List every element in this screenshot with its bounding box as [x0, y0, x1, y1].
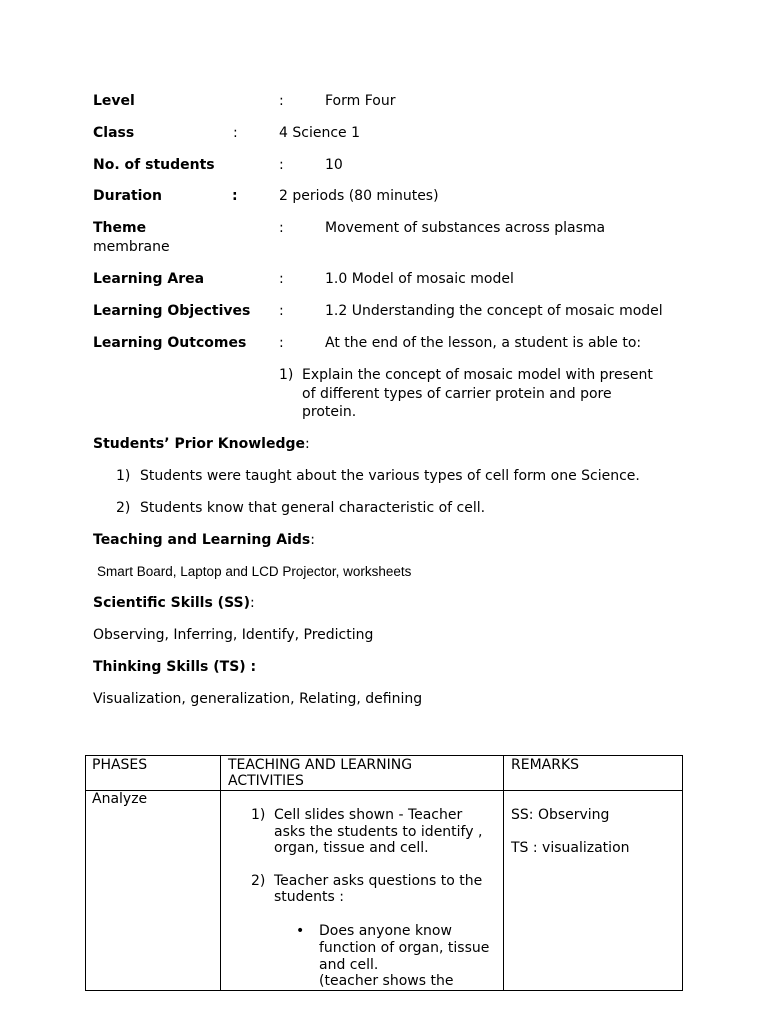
teaching-aids-colon: : — [310, 532, 315, 548]
prior-knowledge-colon: : — [305, 436, 310, 452]
prior-knowledge-title: Students’ Prior Knowledge — [93, 436, 306, 452]
activity-line: Cell slides shown - Teacher — [274, 807, 463, 823]
learning-outcomes-label: Learning Outcomes — [93, 335, 247, 351]
outcome-item-line: of different types of carrier protein and pore — [302, 386, 612, 402]
learning-outcomes-value: At the end of the lesson, a student is able to: — [325, 335, 642, 351]
scientific-skills-heading — [93, 594, 255, 612]
learning-objectives-colon: : — [279, 303, 284, 319]
bullet-line: Does anyone know — [319, 923, 452, 939]
scientific-skills-text: Observing, Inferring, Identify, Predicting — [93, 627, 374, 643]
learning-area-colon: : — [279, 271, 284, 287]
activity-number: 2) — [251, 873, 266, 889]
phase-cell: Analyze — [92, 791, 148, 807]
learning-objectives-value: 1.2 Understanding the concept of mosaic model — [325, 303, 663, 319]
bullet-line: function of organ, tissue — [319, 940, 490, 956]
class-colon: : — [233, 125, 238, 141]
table-border-left — [85, 756, 86, 991]
remark-ss: SS: Observing — [511, 807, 610, 823]
duration-colon: : — [232, 188, 238, 204]
table-divider — [220, 756, 221, 991]
thinking-skills-text: Visualization, generalization, Relating, defining — [93, 691, 423, 707]
table-border-bottom — [85, 990, 683, 991]
header-activities-continued: ACTIVITIES — [228, 773, 304, 789]
scientific-skills-title: Scientific Skills (SS) — [93, 595, 251, 611]
theme-colon: : — [279, 220, 284, 236]
theme-value: Movement of substances across plasma — [325, 220, 606, 236]
table-divider — [503, 756, 504, 991]
thinking-skills-heading: Thinking Skills (TS) : — [93, 659, 257, 675]
activity-line: asks the students to identify , — [274, 824, 483, 840]
activity-line: Teacher asks questions to the — [274, 873, 483, 889]
level-value: Form Four — [325, 93, 396, 109]
prior-item-number: 1) — [116, 468, 131, 484]
prior-item-text: Students know that general characteristic of cell. — [140, 500, 486, 516]
bullet-icon: • — [296, 923, 305, 939]
remark-ts: TS : visualization — [511, 840, 630, 856]
teaching-aids-title: Teaching and Learning Aids — [93, 532, 311, 548]
level-colon: : — [279, 93, 284, 109]
bullet-line: (teacher shows the — [319, 973, 454, 989]
theme-label: Theme — [93, 220, 147, 236]
outcome-item-line: protein. — [302, 404, 357, 420]
class-label: Class — [93, 125, 135, 141]
learning-outcomes-colon: : — [279, 335, 284, 351]
students-colon: : — [279, 157, 284, 173]
header-activities: TEACHING AND LEARNING — [228, 757, 413, 773]
theme-value-continued: membrane — [93, 239, 170, 255]
activity-line: students : — [274, 889, 344, 905]
header-remarks: REMARKS — [511, 757, 580, 773]
activity-number: 1) — [251, 807, 266, 823]
prior-item-number: 2) — [116, 500, 131, 516]
lesson-table — [85, 755, 683, 991]
scientific-skills-colon: : — [250, 595, 255, 611]
table-header-divider — [85, 790, 683, 791]
prior-item-text: Students were taught about the various types of cell form one Science. — [140, 468, 640, 484]
bullet-line: and cell. — [319, 957, 379, 973]
header-phases: PHASES — [92, 757, 148, 773]
learning-area-label: Learning Area — [93, 271, 205, 287]
duration-value: 2 periods (80 minutes) — [279, 188, 439, 204]
table-border-right — [682, 756, 683, 991]
level-label: Level — [93, 93, 135, 109]
teaching-aids-heading — [93, 531, 315, 549]
teaching-aids-text: Smart Board, Laptop and LCD Projector, worksheets — [97, 564, 412, 579]
prior-knowledge-heading — [93, 435, 310, 453]
activity-line: organ, tissue and cell. — [274, 840, 429, 856]
learning-area-value: 1.0 Model of mosaic model — [325, 271, 514, 287]
outcome-item-line: Explain the concept of mosaic model with present — [302, 367, 653, 383]
duration-label: Duration — [93, 188, 163, 204]
students-value: 10 — [325, 157, 343, 173]
learning-objectives-label: Learning Objectives — [93, 303, 251, 319]
students-label: No. of students — [93, 157, 215, 173]
outcome-item-number: 1) — [279, 367, 294, 383]
class-value: 4 Science 1 — [279, 125, 360, 141]
